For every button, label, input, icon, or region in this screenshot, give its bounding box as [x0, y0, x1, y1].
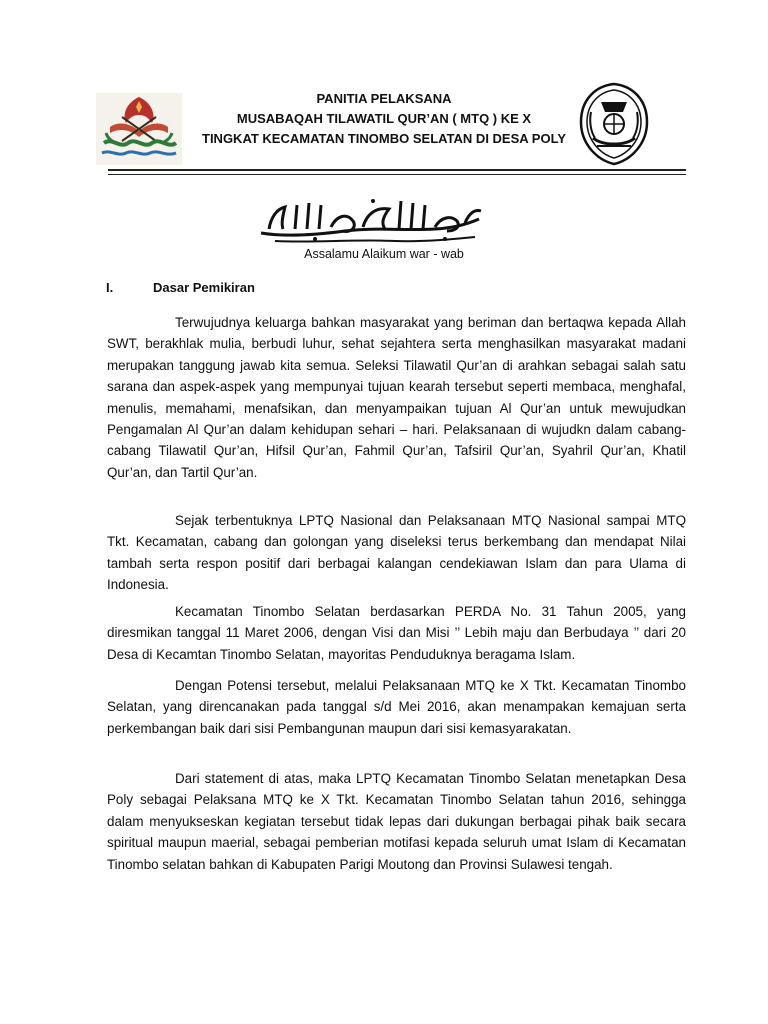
- paragraph: Terwujudnya keluarga bahkan masyarakat yang beriman dan bertaqwa kepada Allah SWT, berakhlak mulia, berbudi luhur, sehat sejahtera serta menghasilkan masyarakat madani merupakan tanggung jawab kita semua. Seleksi Tilawatil Qur’an di arahkan sebagai salah satu sarana dan aspek-aspek yang mempunyai tujuan kearah tersebut seperti membaca, menghafal, menulis, memahami, menafsikan, dan menyampaikan tujuan Al Qur’an untuk mewujudkan Pengamalan Al Qur’an dalam kehidupan sehari – hari. Pelaksanaan di wujudkn dalam cabang- cabang Tilawatil Qur’an, Hifsil Qur’an, Fahmil Qur’an, Tafsiril Qur’an, Syahril Qur’an, Khatil Qur’an, dan Tartil Qur’an.: [107, 315, 686, 480]
- header-line-1: PANITIA PELAKSANA: [316, 91, 452, 106]
- section-number: I.: [106, 280, 114, 295]
- greeting: Assalamu Alaikum war - wab: [304, 247, 464, 261]
- header-divider-thick: [108, 169, 686, 171]
- paragraph: Sejak terbentuknya LPTQ Nasional dan Pelaksanaan MTQ Nasional sampai MTQ Tkt. Kecamatan, cabang dan golongan yang diseleksi terus berkembang dan mendapat Nilai tambah serta respon positif dari berbagai kalangan cendekiawan Islam dan para Ulama di Indonesia.: [107, 513, 686, 593]
- paragraph: Dari statement di atas, maka LPTQ Kecamatan Tinombo Selatan menetapkan Desa Poly sebagai Pelaksana MTQ ke X Tkt. Kecamatan Tinombo Selatan tahun 2016, sehingga dalam menyukseskan kegiatan tersebut tidak lepas dari dukungan berbagai pihak baik secara spiritual maupun maerial, sebagai pemberian motifasi kepada seluruh umat Islam di Kecamatan Tinombo selatan bahkan di Kabupaten Parigi Moutong dan Provinsi Sulawesi tengah.: [107, 771, 686, 872]
- section-title: Dasar Pemikiran: [153, 280, 255, 295]
- header-line-3: TINGKAT KECAMATAN TINOMBO SELATAN DI DESA POLY: [202, 131, 566, 146]
- paragraph: Kecamatan Tinombo Selatan berdasarkan PERDA No. 31 Tahun 2005, yang diresmikan tanggal 11 Maret 2006, dengan Visi dan Misi ’’ Lebih maju dan Berbudaya ’’ dari 20 Desa di Kecamtan Tinombo Selatan, mayoritas Penduduknya beragama Islam.: [107, 604, 686, 662]
- bismillah-calligraphy-icon: [255, 193, 485, 245]
- paragraph: Dengan Potensi tersebut, melalui Pelaksanaan MTQ ke X Tkt. Kecamatan Tinombo Selatan, yang direncanakan pada tanggal s/d Mei 2016, akan menampakan kemajuan serta perkembangan baik dari sisi Pembangunan maupun dari sisi kemasyarakatan.: [107, 678, 686, 736]
- header-line-2: MUSABAQAH TILAWATIL QUR’AN ( MTQ ) KE X: [236, 111, 532, 126]
- header-divider-thin: [108, 174, 686, 175]
